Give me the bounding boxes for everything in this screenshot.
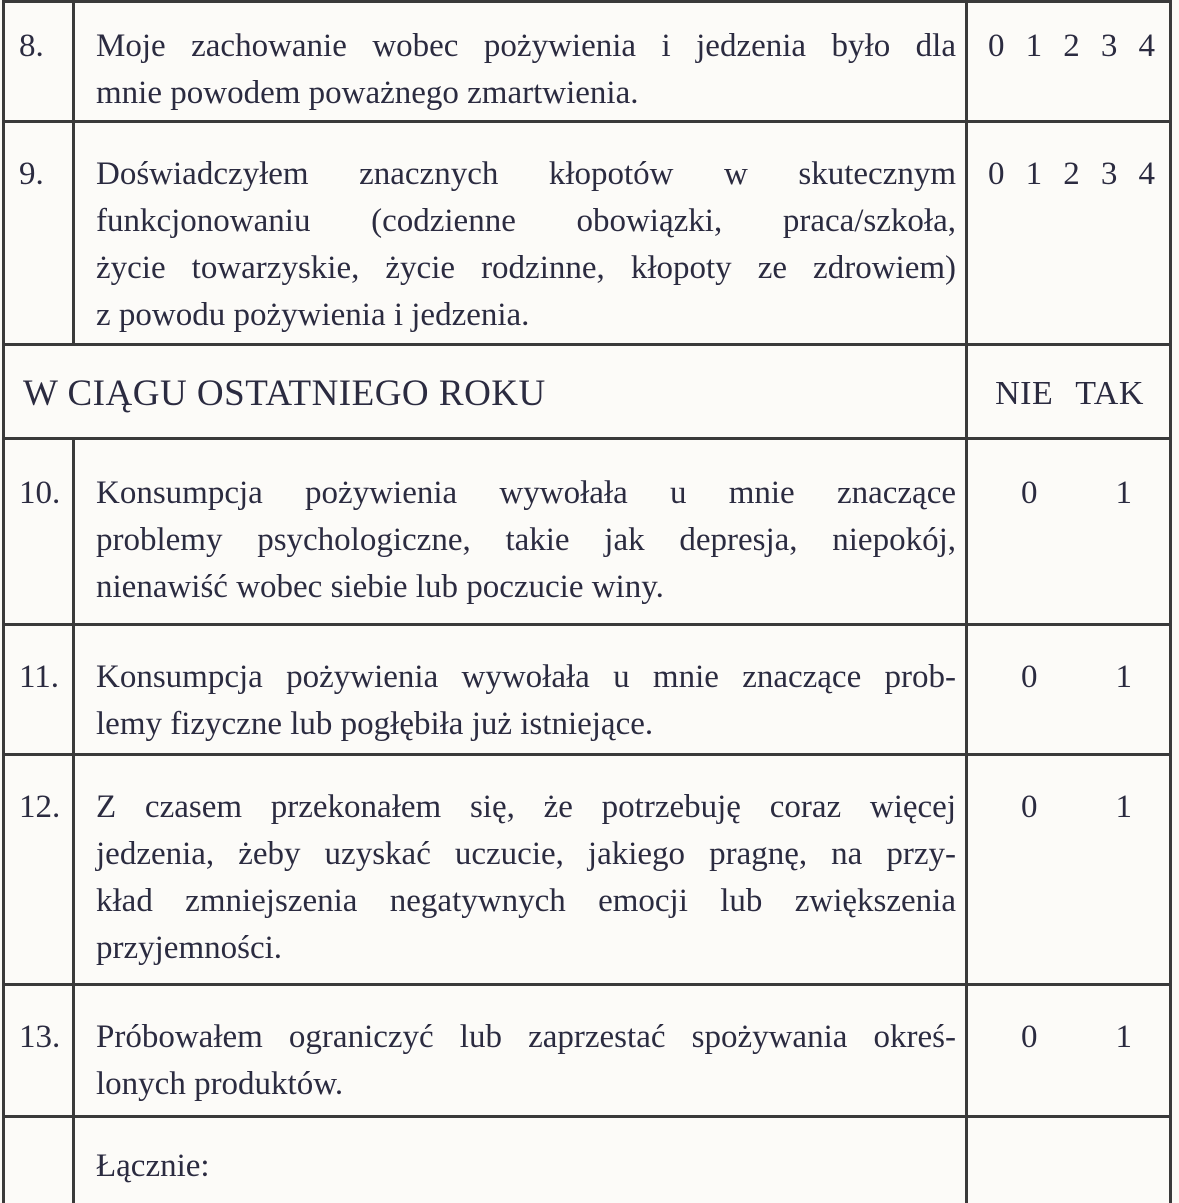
scale-option-4: 4 <box>1138 156 1155 192</box>
scale-option-2: 2 <box>1063 156 1080 192</box>
question-text-line: mnie powodem poważnego zmartwienia. <box>96 75 639 111</box>
answer-scale-0-4 <box>968 123 1171 343</box>
section-header-label: W CIĄGU OSTATNIEGO ROKU <box>5 346 968 437</box>
question-number: 11. <box>5 626 75 753</box>
question-text-line: kład zmniejszenia negatywnych emocji lub zwiększenia <box>96 883 956 919</box>
answer-binary <box>968 626 1171 753</box>
question-number: 12. <box>5 756 75 983</box>
question-text-line: jedzenia, żeby uzyskać uczucie, jakiego pragnę, na przy- <box>96 836 956 872</box>
answer-column-headers <box>968 346 1171 437</box>
question-row-8 <box>5 3 1169 123</box>
question-text-line: Próbowałem ograniczyć lub zaprzestać spożywania okreś- <box>96 1019 956 1055</box>
question-text-line: życie towarzyskie, życie rodzinne, kłopoty ze zdrowiem) <box>96 250 956 286</box>
question-number: 9. <box>5 123 75 343</box>
question-number: 13. <box>5 986 75 1115</box>
section-header-row <box>5 346 1169 440</box>
question-row-10 <box>5 440 1169 626</box>
question-text-line: Konsumpcja pożywienia wywołała u mnie znaczące <box>96 475 956 511</box>
answer-binary <box>968 986 1171 1115</box>
binary-option-0: 0 <box>1021 659 1038 695</box>
question-number: 10. <box>5 440 75 623</box>
total-label-cell <box>75 1118 968 1203</box>
scale-option-1: 1 <box>1025 28 1043 64</box>
scale-option-0: 0 <box>988 28 1005 64</box>
question-text <box>75 756 968 983</box>
binary-option-1: 1 <box>1115 659 1132 695</box>
binary-option-1: 1 <box>1115 789 1132 825</box>
answer-scale-0-4 <box>968 3 1171 120</box>
question-text <box>75 440 968 623</box>
answer-binary <box>968 440 1171 623</box>
question-text <box>75 123 968 343</box>
total-label: Łącznie: <box>96 1148 210 1184</box>
question-text-line: Konsumpcja pożywienia wywołała u mnie znaczące prob- <box>96 659 956 695</box>
question-text-line: Doświadczyłem znacznych kłopotów w skutecznym <box>96 156 956 192</box>
binary-option-1: 1 <box>1115 1019 1132 1055</box>
total-row <box>5 1118 1169 1203</box>
scale-option-0: 0 <box>988 156 1005 192</box>
binary-option-0: 0 <box>1021 789 1038 825</box>
question-text-line: z powodu pożywienia i jedzenia. <box>96 297 530 333</box>
scale-option-3: 3 <box>1100 156 1118 192</box>
questionnaire-table <box>2 0 1172 1203</box>
scale-option-1: 1 <box>1025 156 1043 192</box>
question-row-11 <box>5 626 1169 756</box>
question-text-line: nienawiść wobec siebie lub poczucie winy. <box>96 569 664 605</box>
no-column-header: NIE <box>995 375 1054 412</box>
question-row-12 <box>5 756 1169 986</box>
question-text-line: lonych produktów. <box>96 1066 344 1102</box>
yes-column-header: TAK <box>1075 375 1144 412</box>
question-text <box>75 626 968 753</box>
question-row-13 <box>5 986 1169 1118</box>
scale-option-3: 3 <box>1100 28 1118 64</box>
scale-option-4: 4 <box>1138 28 1155 64</box>
question-text-line: lemy fizyczne lub pogłębiła już istniejące. <box>96 706 654 742</box>
binary-option-0: 0 <box>1021 475 1038 511</box>
question-text-line: Z czasem przekonałem się, że potrzebuję coraz więcej <box>96 789 956 825</box>
answer-binary <box>968 756 1171 983</box>
question-text-line: Moje zachowanie wobec pożywienia i jedzenia było dla <box>96 28 956 64</box>
total-answer-cell <box>968 1118 1171 1203</box>
question-text-line: problemy psychologiczne, takie jak depresja, niepokój, <box>96 522 956 558</box>
question-number: 8. <box>5 3 75 120</box>
scale-option-2: 2 <box>1063 28 1080 64</box>
binary-option-0: 0 <box>1021 1019 1038 1055</box>
question-text <box>75 986 968 1115</box>
question-text <box>75 3 968 120</box>
question-text-line: funkcjonowaniu (codzienne obowiązki, praca/szkoła, <box>96 203 956 239</box>
total-row-number-cell <box>5 1118 75 1203</box>
question-row-9 <box>5 123 1169 346</box>
question-text-line: przyjemności. <box>96 930 283 966</box>
binary-option-1: 1 <box>1115 475 1132 511</box>
